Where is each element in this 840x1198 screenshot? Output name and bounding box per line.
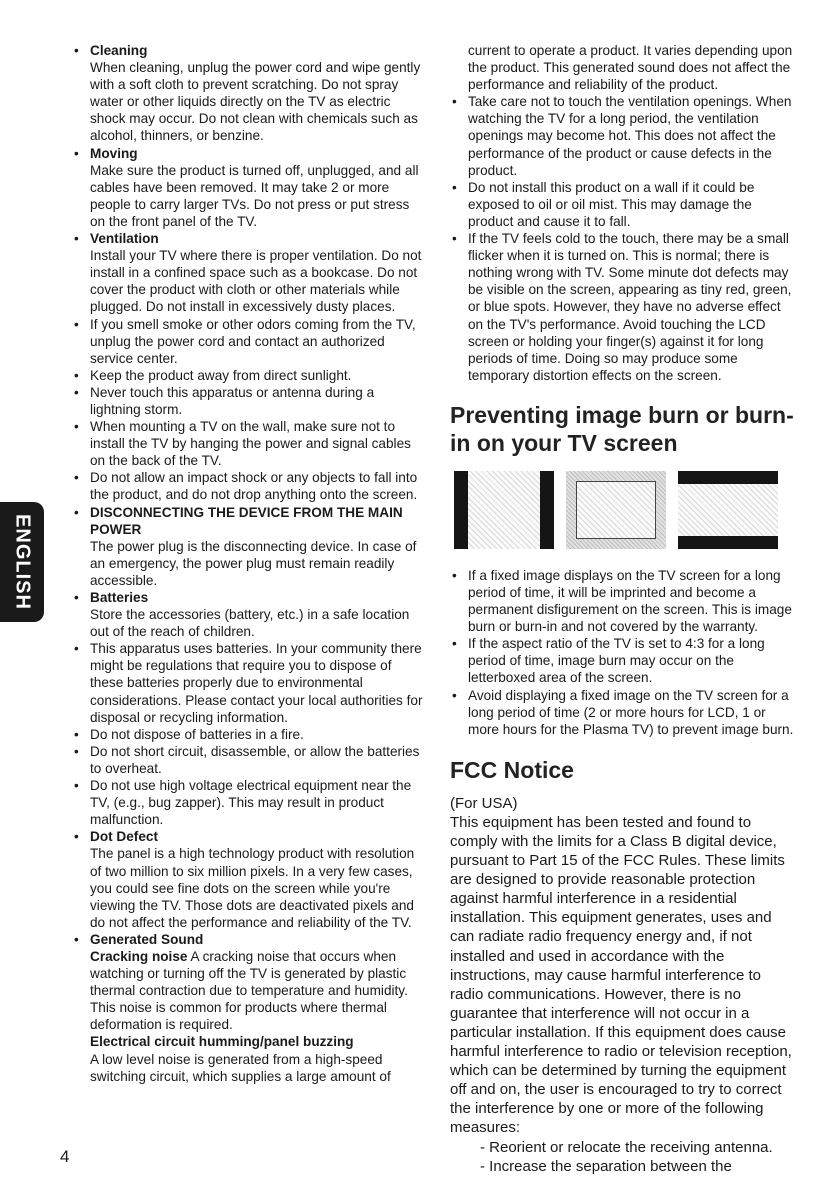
- cracking-noise-text: A cracking noise that occurs when watching or turning off the TV is generated by plastic thermal contraction due to temperature and humidity. This noise is common for products where thermal deformation is required.: [90, 948, 408, 1033]
- letterbox-screen-image: [678, 471, 778, 549]
- moving-text: Make sure the product is turned off, unplugged, and all cables have been removed. It may take 2 or more people to carry larger TVs. Do not press or put stress on the front panel of the TV.: [90, 162, 419, 229]
- bullet-battery-fire: • Do not dispose of batteries in a fire.: [72, 726, 428, 743]
- language-side-tab: [0, 502, 44, 622]
- fcc-measure-reorient: - Reorient or relocate the receiving antenna.: [480, 1138, 773, 1156]
- disconnect-title: • DISCONNECTING THE DEVICE FROM THE MAIN POWER: [90, 504, 403, 537]
- fcc-region: (For USA): [450, 794, 518, 812]
- bullet-high-voltage: • Do not use high voltage electrical equipment near the TV, (e.g., bug zapper). This may result in product malfunction.: [72, 777, 428, 828]
- bullet-fixed-image: • If a fixed image displays on the TV screen for a long period of time, it will be imprinted and become a permanent disfigurement on the screen. This is image burn or burn-in and not covered by the warranty.: [450, 567, 798, 635]
- batteries-item: [72, 589, 428, 640]
- cleaning-item: [72, 42, 428, 145]
- moving-item: [72, 145, 428, 230]
- right-column: [450, 42, 798, 1176]
- ventilation-text: Install your TV where there is proper ventilation. Do not install in a confined space such as a bookcase. Do not cover the product with cloth or other materials while plugged. Do not install in excessively dusty places.: [90, 248, 422, 315]
- moving-title: • Moving: [90, 145, 138, 161]
- page-number: 4: [60, 1147, 70, 1166]
- bullet-smoke: • If you smell smoke or other odors coming from the TV, unplug the power cord and contact an authorized service center.: [72, 316, 428, 367]
- burn-in-illustrations: [454, 471, 798, 549]
- bullet-battery-disposal: • This apparatus uses batteries. In your community there might be regulations that require you to dispose of these batteries properly due to environmental considerations. Please contact your local authorities for disposal or recycling information.: [72, 640, 428, 725]
- dot-defect-item: [72, 828, 428, 931]
- generated-sound-item: [72, 931, 428, 1085]
- bullet-sunlight: • Keep the product away from direct sunlight.: [72, 367, 428, 384]
- framed-screen-image: [566, 471, 666, 549]
- fcc-measure-separation: - Increase the separation between the: [480, 1157, 732, 1175]
- dot-defect-title: • Dot Defect: [90, 829, 158, 845]
- bullet-aspect-ratio: • If the aspect ratio of the TV is set to 4:3 for a long period of time, image burn may occur on the letterboxed area of the screen.: [450, 635, 798, 686]
- disconnect-item: [72, 504, 428, 589]
- cracking-noise-title: Cracking noise: [90, 948, 188, 964]
- bullet-battery-short: • Do not short circuit, disassemble, or allow the batteries to overheat.: [72, 743, 428, 777]
- generated-sound-title: • Generated Sound: [90, 931, 204, 947]
- cleaning-text: When cleaning, unplug the power cord and wipe gently with a soft cloth to prevent scratching. Do not spray water or other liquids directly on the TV as electric shock may occur. Do not clean with chemicals such as alcohol, thinners, or benzine.: [90, 60, 421, 144]
- bullet-lightning: • Never touch this apparatus or antenna during a lightning storm.: [72, 384, 428, 418]
- ventilation-item: [72, 230, 428, 315]
- language-tab-label: ENGLISH: [11, 514, 34, 610]
- batteries-title: • Batteries: [90, 590, 149, 605]
- left-column: [72, 42, 428, 1085]
- bullet-ventilation-openings: • Take care not to touch the ventilation openings. When watching the TV for a long period, the ventilation openings may become hot. This does not affect the performance of the product or cause defects in the product.: [450, 93, 798, 178]
- bullet-avoid-fixed: • Avoid displaying a fixed image on the TV screen for a long period of time (2 or more hours for LCD, 1 or more hours for the Plasma TV) to prevent image burn.: [450, 687, 798, 738]
- humming-text: A low level noise is generated from a high-speed switching circuit, which supplies a large amount of: [90, 1051, 391, 1084]
- fcc-text: This equipment has been tested and found to comply with the limits for a Class B digital device, pursuant to Part 15 of the FCC Rules. These limits are designed to provide reasonable protection against harmful interference in a residential installation. This equipment generates, uses and can radiate radio frequency energy and, if not installed and used in accordance with the instructions, may cause harmful interference to radio communications. However, there is no guarantee that interference will not occur in a particular installation. If this equipment does cause harmful interference to radio or television reception, which can be determined by turning the equipment off and on, the user is encouraged to try to correct the interference by one or more of the following measures:: [450, 813, 792, 1137]
- heading-image-burn: Preventing image burn or burn-in on your TV screen: [450, 401, 794, 456]
- batteries-text: Store the accessories (battery, etc.) in a safe location out of the reach of children.: [90, 607, 410, 640]
- heading-fcc-notice: FCC Notice: [450, 756, 574, 783]
- bullet-impact: • Do not allow an impact shock or any objects to fall into the product, and do not drop anything onto the screen.: [72, 469, 428, 503]
- cleaning-title: • Cleaning: [90, 43, 148, 58]
- bullet-cold-flicker: • If the TV feels cold to the touch, there may be a small flicker when it is turned on. This is normal; there is nothing wrong with TV. Some minute dot defects may be visible on the screen, appearing as tiny red, green, or blue spots. However, they have no adverse effect on the TV's performance. Avoid touching the LCD screen or holding your finger(s) against it for long periods of time. Doing so may produce some temporary distortion effects on the screen.: [450, 230, 798, 384]
- continued-text: current to operate a product. It varies depending upon the product. This generated sound does not affect the performance and reliability of the product.: [468, 43, 793, 93]
- disconnect-text: The power plug is the disconnecting device. In case of an emergency, the power plug must remain readily accessible.: [90, 538, 417, 588]
- humming-title: Electrical circuit humming/panel buzzing: [90, 1034, 354, 1050]
- dot-defect-text: The panel is a high technology product with resolution of two million to six million pixels. In a very few cases, you could see fine dots on the screen while you're viewing the TV. Those dots are deactivated pixels and do not affect the performance and reliability of the TV.: [90, 846, 415, 930]
- cracking-noise-para: [90, 948, 428, 1033]
- bullet-oil-mist: • Do not install this product on a wall if it could be exposed to oil or oil mist. This may damage the product and cause it to fall.: [450, 179, 798, 230]
- pillarbox-screen-image: [454, 471, 554, 549]
- bullet-wall-mount: • When mounting a TV on the wall, make sure not to install the TV by hanging the power and signal cables on the back of the TV.: [72, 418, 428, 469]
- fcc-body: [450, 794, 798, 1176]
- ventilation-title: • Ventilation: [90, 231, 159, 247]
